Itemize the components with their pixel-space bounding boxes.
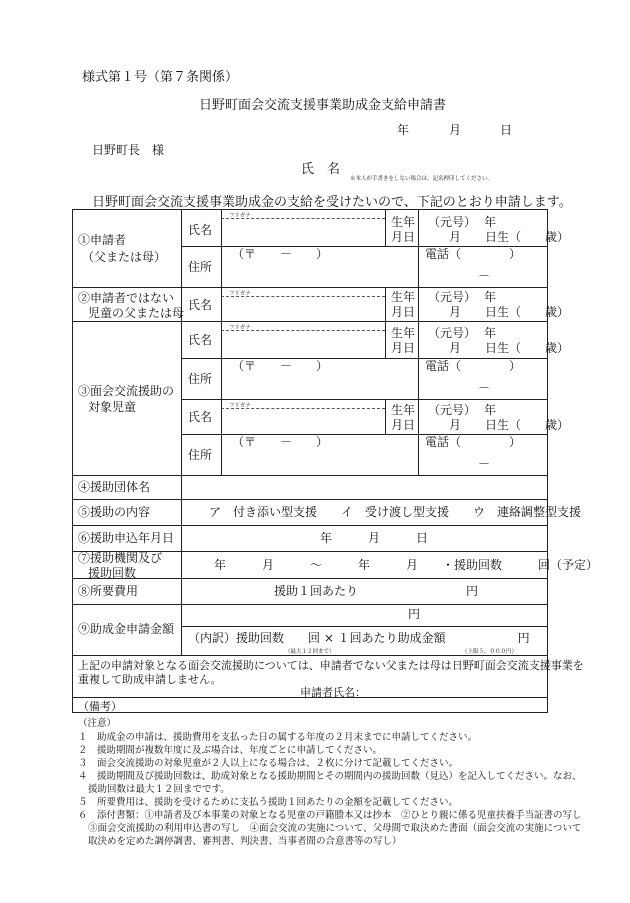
page-title: 日野町面会交流支援事業助成金支給申請書 xyxy=(199,98,447,113)
era-label: （元号） xyxy=(428,290,477,304)
date-month: 月 xyxy=(449,123,462,137)
notes-heading: （注意） xyxy=(78,718,117,729)
furigana-label: フリガナ xyxy=(229,213,251,219)
postal-code: （〒 － ） xyxy=(232,359,329,373)
note-6-cont-2: 取決めを定めた調停調書、審判書、判決書、当事者間の合意書等の写し） xyxy=(88,836,402,847)
intro-text: 日野町面会交流支援事業助成金の支給を受けたいので、下記のとおり申請します。 xyxy=(92,195,572,210)
year-label: 年 xyxy=(484,403,497,417)
note-6: ６ 添付書類：①申請者及び本事業の対象となる児童の戸籍謄本又は抄本 ②ひとり親に係る児童扶養手当証書の写し xyxy=(78,810,582,821)
address-label: 住所 xyxy=(188,372,213,386)
furigana-label: フリガナ xyxy=(229,403,251,409)
application-date-value: 年 月 日 xyxy=(320,531,429,545)
declaration-signature-label: 申請者氏名： xyxy=(300,686,366,699)
phone-label: 電話（ ） xyxy=(425,435,522,449)
name-label: 氏名 xyxy=(188,333,213,347)
postal-code: （〒 － ） xyxy=(232,435,329,449)
declaration-line-1: 上記の申請対象となる面会交流援助については、申請者でない父または母は日野町面会交流支援事業を xyxy=(78,659,584,672)
phone-label: 電話（ ） xyxy=(425,247,522,261)
note-5: ５ 所要費用は、援助を受けるために支払う援助１回あたりの金額を記載してください。 xyxy=(78,797,459,808)
signature-note: ※本人が手書きをしない場合は、記名押印してください。 xyxy=(350,176,494,182)
section-cost-label: ⑧所要費用 xyxy=(78,584,139,598)
grant-max-count-note: （最大１２回まで） xyxy=(285,649,335,655)
addressee: 日野町長 様 xyxy=(92,143,165,157)
address-label: 住所 xyxy=(188,260,213,274)
section-grant-amount-label: ⑨助成金申請金額 xyxy=(78,622,175,636)
birthdate-age: 月 日生（ 歳） xyxy=(449,418,570,432)
name-label: 氏名 xyxy=(188,410,213,424)
birthdate-age: 月 日生（ 歳） xyxy=(449,305,570,319)
birth-label-top: 生年 xyxy=(391,326,416,340)
furigana-label: フリガナ xyxy=(229,291,251,297)
note-1: １ 助成金の申請は、援助費用を支払った日の属する年度の２月末までに申請してください。 xyxy=(78,732,478,743)
era-label: （元号） xyxy=(428,403,477,417)
phone-dash: － xyxy=(478,457,491,471)
form-number: 様式第１号（第７条関係） xyxy=(82,70,239,85)
name-label: 氏名 xyxy=(188,223,213,237)
birthdate-age: 月 日生（ 歳） xyxy=(449,230,570,244)
year-label: 年 xyxy=(484,326,497,340)
note-4-cont: 援助回数は最大１２回までです。 xyxy=(88,784,230,795)
section-child-label: ③面会交流援助の xyxy=(78,384,175,398)
birth-label-top: 生年 xyxy=(391,215,416,229)
cost-value: 援助１回あたり 円 xyxy=(274,584,479,598)
address-label: 住所 xyxy=(188,448,213,462)
grant-cap-note: （上限５，０００円） xyxy=(462,649,518,655)
section-period-label: ⑦援助機関及び xyxy=(78,551,163,565)
section-other-parent-label: ②申請者ではない xyxy=(78,291,175,305)
birth-label-bottom: 月日 xyxy=(391,230,416,244)
name-label: 氏名 xyxy=(188,298,213,312)
note-4: ４ 援助期間及び援助回数は、助成対象となる援助期間とその期間内の援助回数（見込）を記入してください。なお、 xyxy=(78,771,582,782)
note-2: ２ 援助期間が複数年度に及ぶ場合は、年度ごとに申請してください。 xyxy=(78,745,383,756)
phone-dash: － xyxy=(478,269,491,283)
birth-label-bottom: 月日 xyxy=(391,418,416,432)
birth-label-top: 生年 xyxy=(391,403,416,417)
period-value: 年 月 ～ 年 月 ・援助回数 回（予定） xyxy=(214,558,599,572)
year-label: 年 xyxy=(484,290,497,304)
section-child-sub: 対象児童 xyxy=(88,400,137,414)
section-application-date-label: ⑥援助申込年月日 xyxy=(78,531,175,545)
grant-amount-yen: 円 xyxy=(408,607,421,621)
applicant-name-label: 氏 名 xyxy=(301,162,341,177)
postal-code: （〒 － ） xyxy=(232,247,329,261)
section-period-sub: 援助回数 xyxy=(88,566,137,580)
support-type-options: ア 付き添い型支援 イ 受け渡し型支援 ウ 連絡調整型支援 xyxy=(209,505,582,519)
era-label: （元号） xyxy=(428,326,477,340)
note-3: ３ 面会交流援助の対象児童が２人以上になる場合は、２枚に分けて記載してください。 xyxy=(78,758,459,769)
birth-label-bottom: 月日 xyxy=(391,341,416,355)
note-6-cont-1: ③面会交流援助の利用申込書の写し ④面会交流の実施について、父母間で取決めた書面（面会交流の実施について xyxy=(88,823,582,834)
section-support-org-label: ④援助団体名 xyxy=(78,480,151,494)
declaration-line-2: 重複して助成申請しません。 xyxy=(78,673,222,686)
year-label: 年 xyxy=(484,215,497,229)
furigana-label: フリガナ xyxy=(229,325,251,331)
birth-label-bottom: 月日 xyxy=(391,305,416,319)
section-applicant-sub: （父または母） xyxy=(82,250,167,264)
section-applicant-label: ①申請者 xyxy=(78,233,127,247)
date-day: 日 xyxy=(500,123,513,137)
phone-label: 電話（ ） xyxy=(425,359,522,373)
section-other-parent-sub: 児童の父または母 xyxy=(88,306,185,320)
section-support-content-label: ⑤援助の内容 xyxy=(78,505,151,519)
phone-dash: － xyxy=(478,381,491,395)
birth-label-top: 生年 xyxy=(391,290,416,304)
era-label: （元号） xyxy=(428,215,477,229)
remarks-label: （備考） xyxy=(78,700,122,713)
grant-breakdown: （内訳）援助回数 回 × １回あたり助成金額 円 xyxy=(188,631,530,645)
birthdate-age: 月 日生（ 歳） xyxy=(449,341,570,355)
date-year: 年 xyxy=(397,123,410,137)
